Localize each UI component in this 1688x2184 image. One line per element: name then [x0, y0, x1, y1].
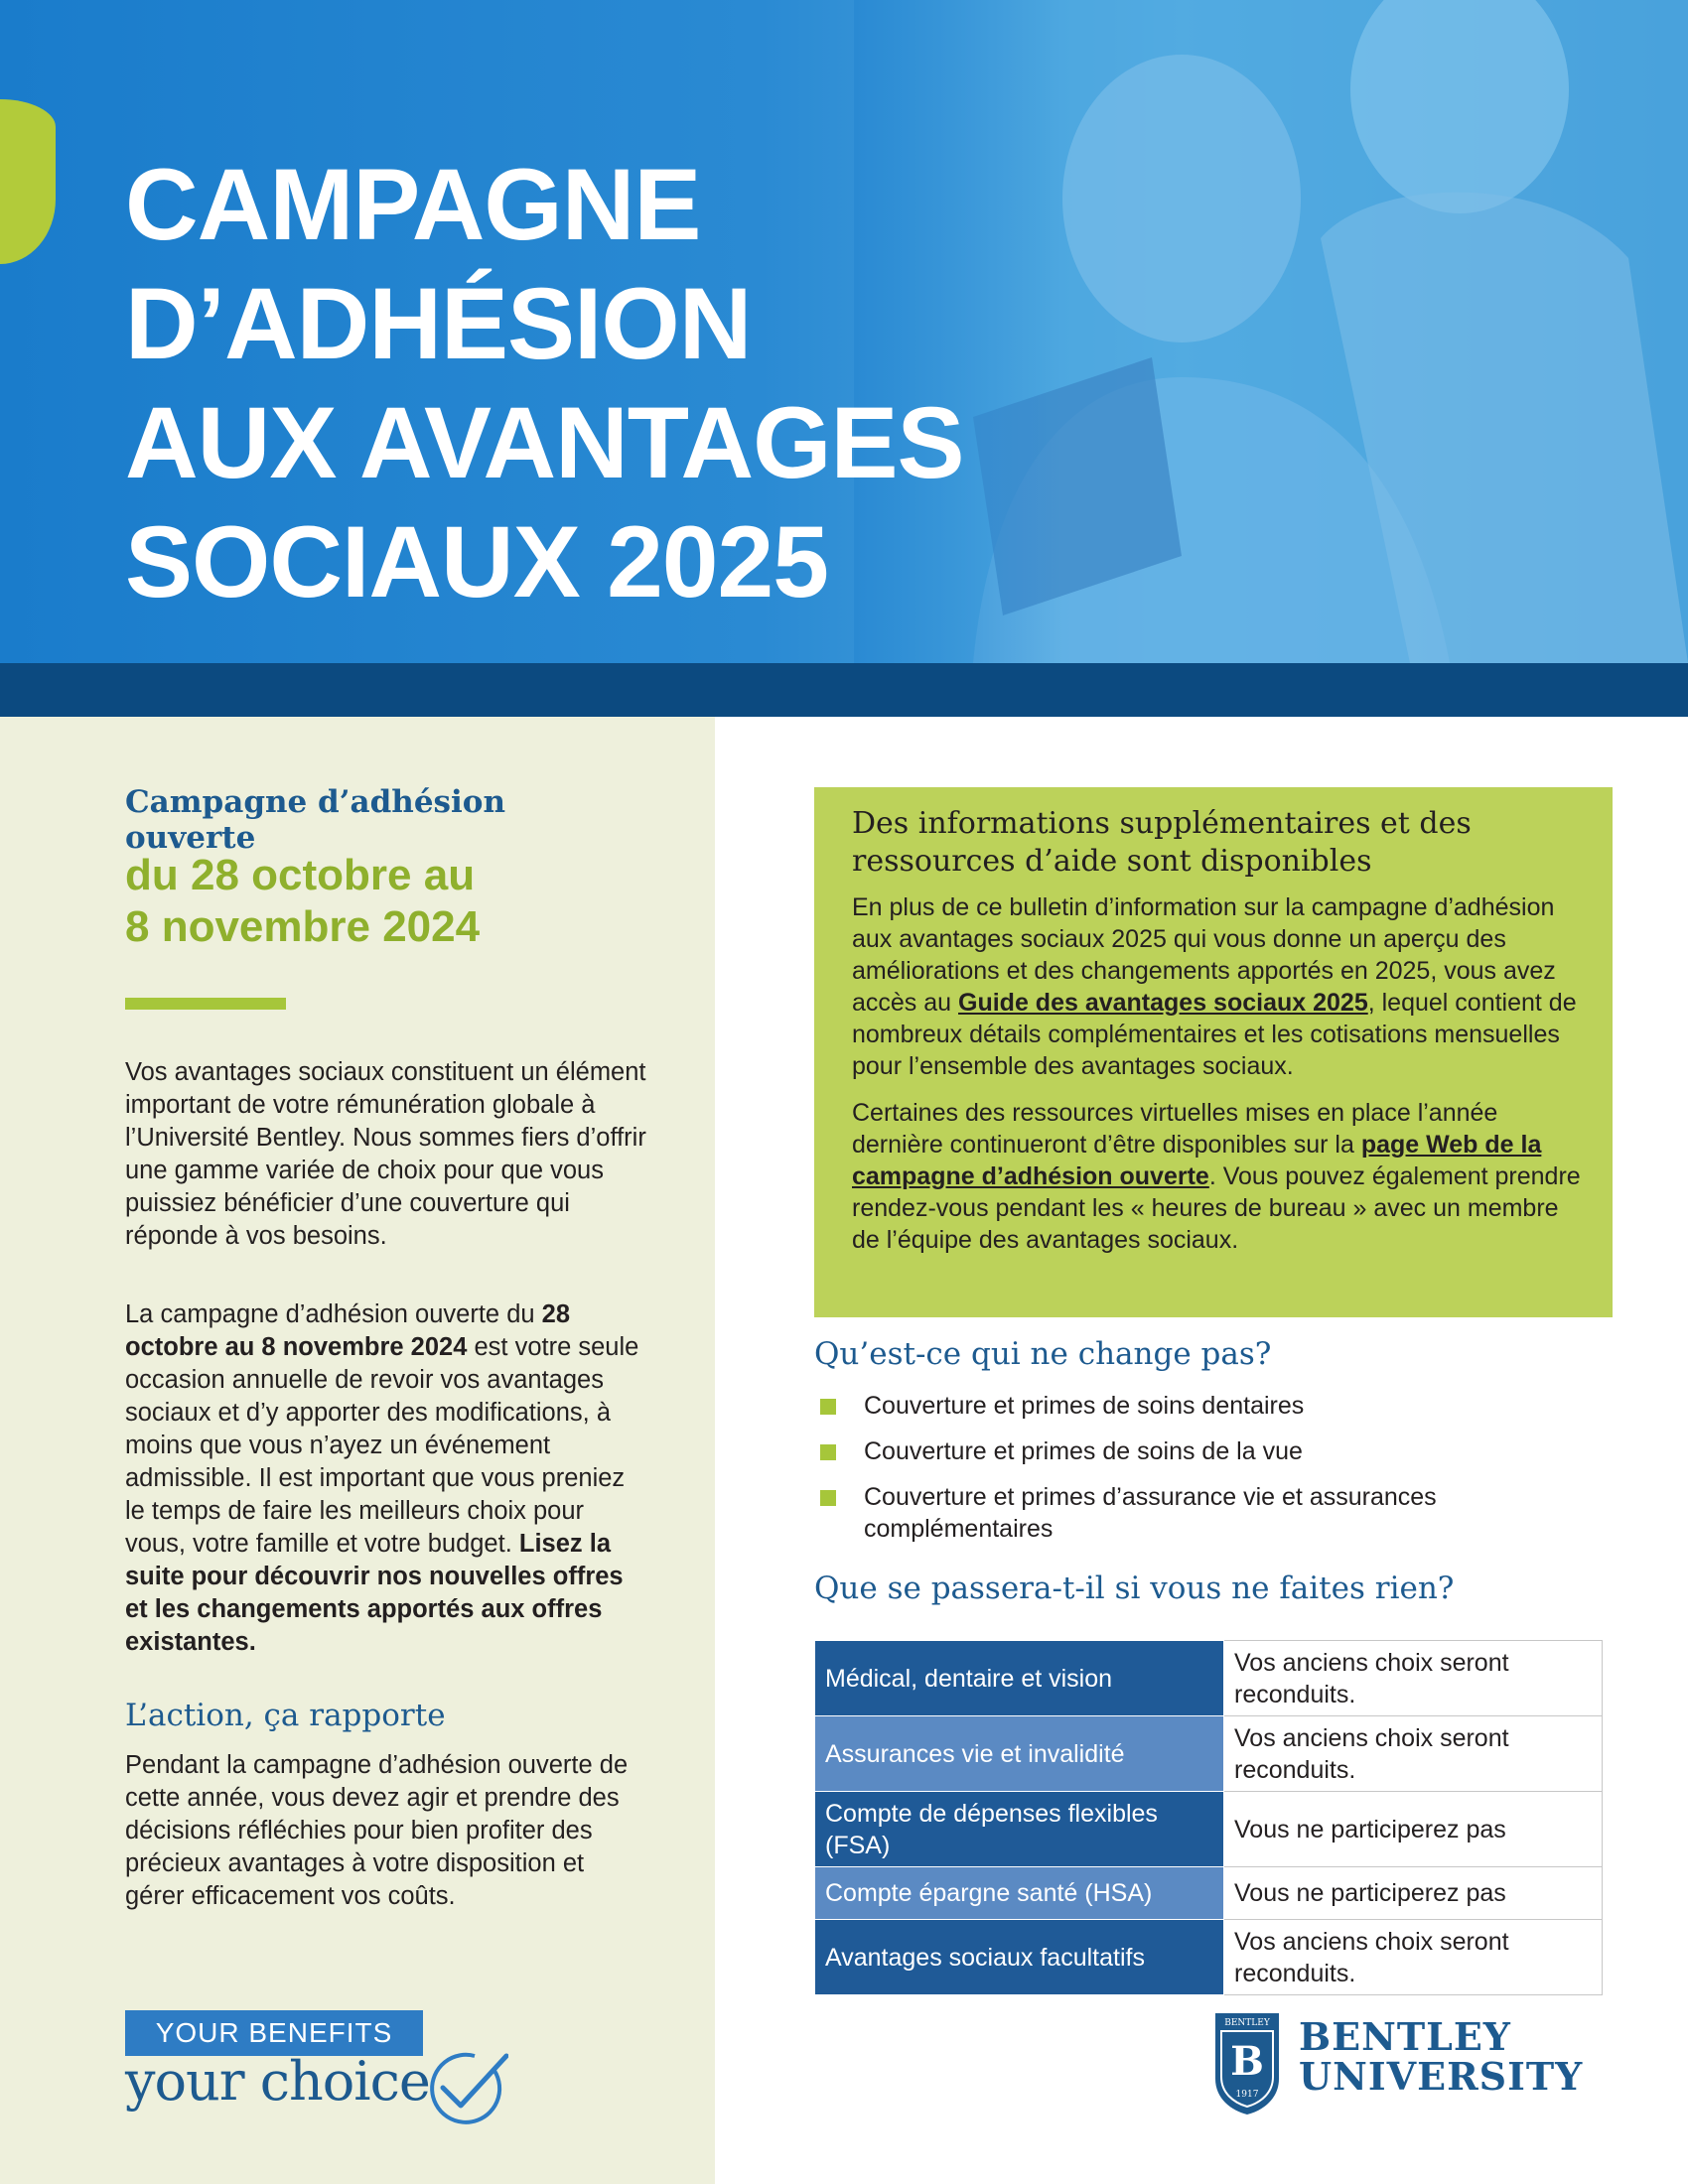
text-span: En plus de ce bulletin d’information sur la campagne d’adhésion aux avantages sociaux 2025 qui vous donne un aperçu des améliorations et des changements apportés en 2025, vous avez accès au	[852, 893, 1556, 1017]
seal-year: 1917	[1235, 2090, 1259, 2100]
bentley-shield-icon	[1211, 2009, 1283, 2116]
list-item	[820, 1481, 1615, 1545]
list-item-text: Couverture et primes d’assurance vie et assurances complémentaires	[864, 1483, 1437, 1543]
enrollment-paragraph	[125, 1298, 646, 1659]
bentley-university-logo	[1211, 2005, 1609, 2124]
bentley-line: BENTLEY	[1299, 2014, 1511, 2059]
action-paragraph: Pendant la campagne d’adhésion ouverte de cette année, vous devez agir et prendre des décisions réfléchies pour bien profiter des précieux avantages à votre disposition et gérer efficacement vos coûts.	[125, 1751, 629, 1910]
info-paragraph	[852, 1097, 1587, 1256]
table-row	[815, 1716, 1603, 1792]
text-span: est votre seule occasion annuelle de revoir vos avantages sociaux et d’y apporter des modifications, à moins que vous n’ayez un événement admissible. Il est important que vous preniez le temps de faire les meilleurs choix pour vous, votre famille et votre budget.	[125, 1333, 639, 1558]
page-title	[125, 145, 964, 621]
text-span: , lequel contient de nombreux détails complémentaires et les cotisations mensuelles pour l’ensemble des avantages sociaux.	[852, 989, 1577, 1080]
table-cell-value: Vous ne participerez pas	[1224, 1792, 1603, 1867]
table-row	[815, 1641, 1603, 1716]
info-box-heading: Des informations supplémentaires et des ressources d’aide sont disponibles	[852, 806, 1472, 879]
green-divider	[125, 998, 286, 1010]
info-box	[814, 787, 1613, 1317]
text-span: La campagne d’adhésion ouverte du	[125, 1300, 542, 1328]
action-heading: L’action, ça rapporte	[125, 1698, 446, 1733]
hero-banner	[0, 0, 1688, 663]
table-cell-label: Compte de dépenses flexibles (FSA)	[815, 1792, 1224, 1867]
table-cell-value: Vos anciens choix seront reconduits.	[1224, 1716, 1603, 1792]
hero-photo	[854, 0, 1688, 663]
table-row	[815, 1867, 1603, 1920]
open-enrollment-label: Campagne d’adhésion ouverte	[125, 784, 505, 856]
title-line: AUX AVANTAGES	[125, 386, 964, 499]
dates-line: du 28 octobre au	[125, 851, 476, 899]
bullet-square-icon	[820, 1399, 836, 1415]
no-change-heading: Qu’est-ce qui ne change pas?	[814, 1336, 1272, 1372]
hero-divider-bar	[0, 663, 1688, 717]
table-cell-value: Vous ne participerez pas	[1224, 1867, 1603, 1920]
bentley-wordmark	[1299, 2014, 1584, 2099]
no-change-list	[820, 1390, 1615, 1559]
intro-paragraph: Vos avantages sociaux constituent un élément important de votre rémunération globale à l’Université Bentley. Nous sommes fiers d’offrir une gamme variée de choix pour que vous puissiez bénéficier d’une couverture qui réponde à vos besoins.	[125, 1058, 646, 1250]
table-cell-value: Vos anciens choix seront reconduits.	[1224, 1641, 1603, 1716]
title-line: CAMPAGNE	[125, 148, 701, 261]
title-line: D’ADHÉSION	[125, 267, 752, 380]
table-cell-label: Avantages sociaux facultatifs	[815, 1920, 1224, 1995]
bullet-square-icon	[820, 1444, 836, 1460]
text-span: Certaines des ressources virtuelles mises en place l’année dernière continueront d’être disponibles sur la	[852, 1099, 1498, 1159]
seal-top-text: BENTLEY	[1224, 2018, 1270, 2028]
dates-line: 8 novembre 2024	[125, 902, 481, 951]
list-item-text: Couverture et primes de soins dentaires	[864, 1392, 1305, 1420]
your-benefits-label: YOUR BENEFITS	[125, 2010, 423, 2056]
open-enrollment-webpage-link[interactable]: page Web de la campagne d’adhésion ouverte	[852, 1131, 1542, 1190]
bold-dates: 28 octobre au 8 novembre 2024	[125, 1300, 571, 1361]
text-span: . Vous pouvez également prendre rendez-vous pendant les « heures de bureau » avec un membre de l’équipe des avantages sociaux.	[852, 1162, 1581, 1254]
hero-accent-shape	[0, 99, 56, 264]
enrollment-dates	[125, 850, 480, 953]
list-item-text: Couverture et primes de soins de la vue	[864, 1437, 1303, 1465]
list-item	[820, 1435, 1615, 1467]
bullet-square-icon	[820, 1490, 836, 1506]
do-nothing-table	[814, 1640, 1603, 1995]
table-row	[815, 1792, 1603, 1867]
info-paragraph	[852, 891, 1587, 1082]
table-cell-label: Compte épargne santé (HSA)	[815, 1867, 1224, 1920]
table-row	[815, 1920, 1603, 1995]
do-nothing-heading: Que se passera-t-il si vous ne faites rien?	[814, 1570, 1455, 1606]
table-cell-value: Vos anciens choix seront reconduits.	[1224, 1920, 1603, 1995]
table-cell-label: Assurances vie et invalidité	[815, 1716, 1224, 1792]
title-line: SOCIAUX 2025	[125, 505, 828, 618]
university-line: UNIVERSITY	[1299, 2054, 1584, 2099]
your-choice-label: your choice	[125, 2050, 430, 2113]
table-cell-label: Médical, dentaire et vision	[815, 1641, 1224, 1716]
left-panel	[0, 717, 715, 2184]
checkmark-icon	[423, 2046, 508, 2125]
bold-read-more: Lisez la suite pour découvrir nos nouvelles offres et les changements apportés aux offres existantes.	[125, 1530, 624, 1656]
seal-letter: B	[1230, 2038, 1264, 2085]
benefits-guide-link[interactable]: Guide des avantages sociaux 2025	[958, 989, 1368, 1017]
list-item	[820, 1390, 1615, 1422]
your-benefits-logo	[125, 2010, 502, 2129]
